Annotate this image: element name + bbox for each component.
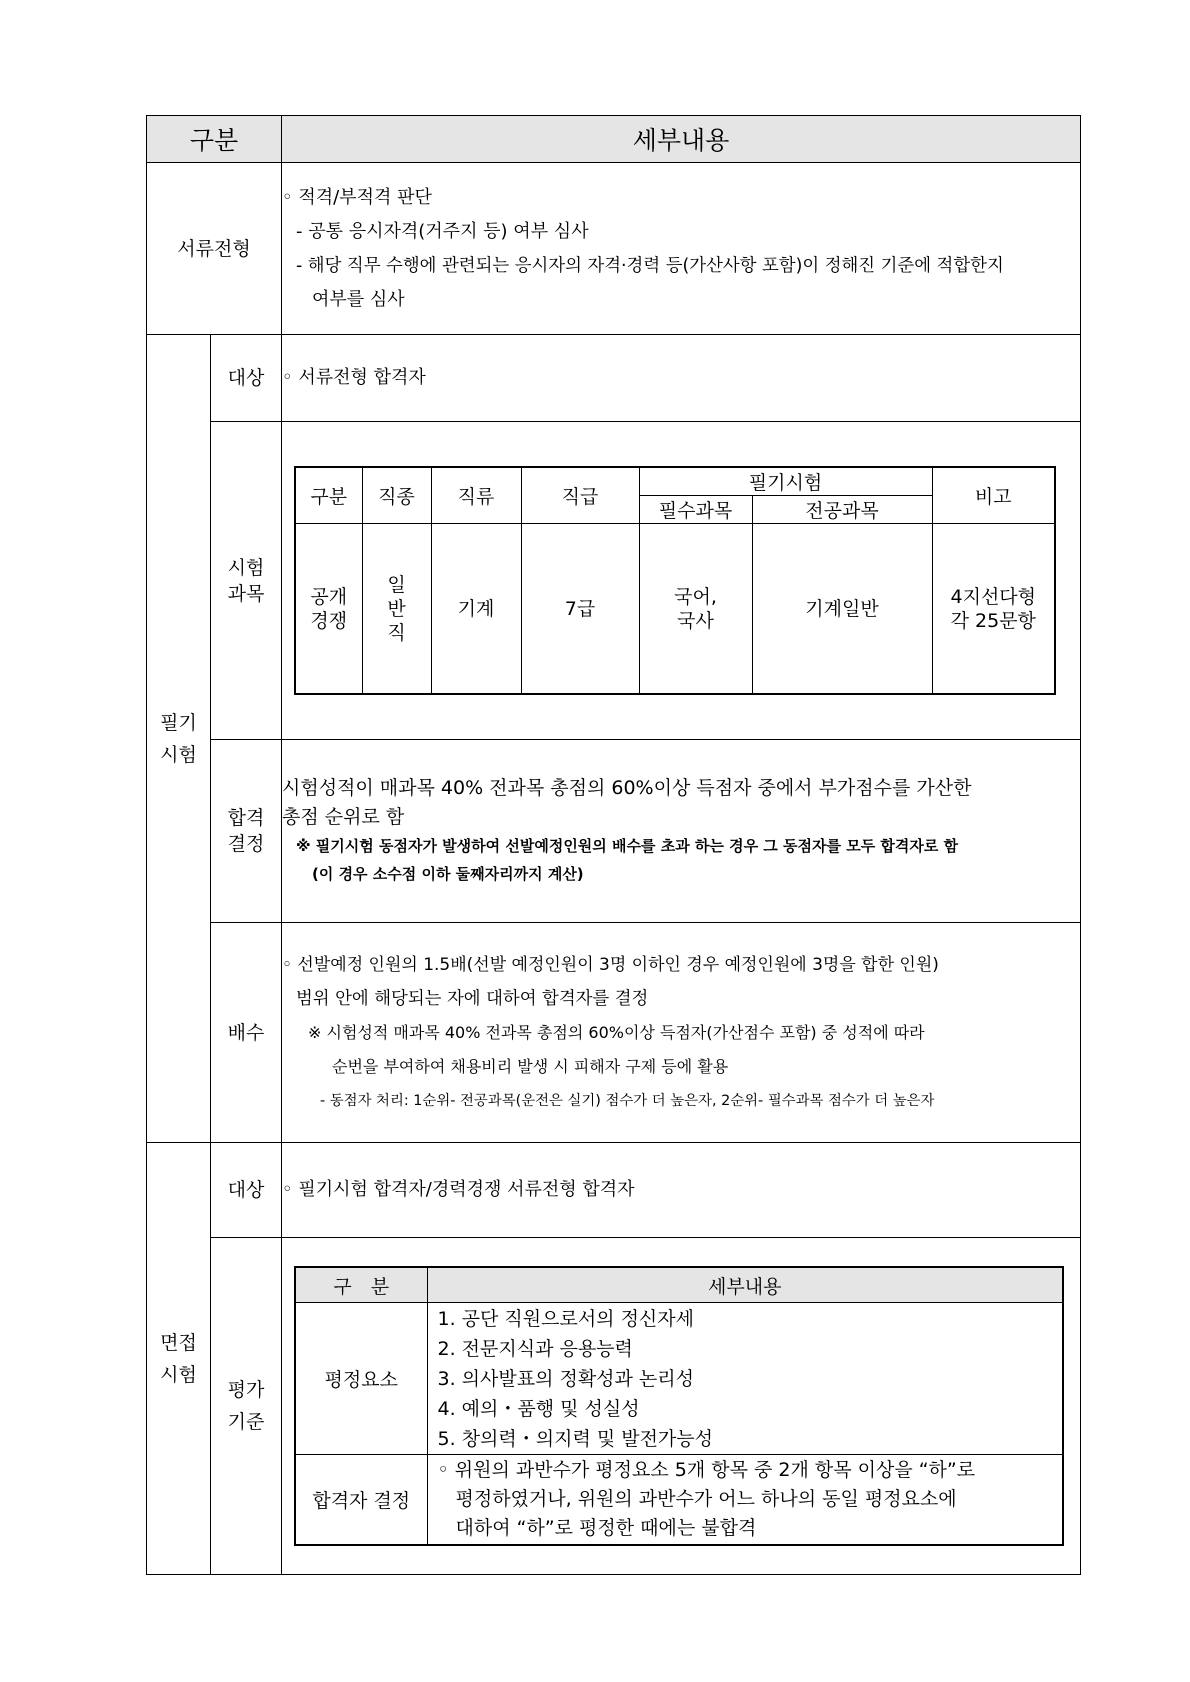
subjects-header-job-type: 직종	[362, 467, 431, 524]
criteria-label	[211, 1238, 282, 1575]
subjects-cell	[282, 422, 1081, 740]
job-type-char: 일	[387, 573, 406, 596]
decision-label-1: 합격	[227, 807, 265, 829]
interview-target-line: ◦ 필기시험 합격자/경력경쟁 서류전형 합격자	[282, 1179, 635, 1200]
written-exam-label	[147, 335, 211, 1143]
pass-decision-label: 합격자 결정	[295, 1455, 427, 1545]
subjects-header-category: 구분	[295, 467, 362, 524]
criteria-label-2: 기준	[227, 1411, 265, 1433]
interview-label	[147, 1143, 211, 1575]
subjects-label	[211, 422, 282, 740]
criteria-header-category: 구 분	[295, 1267, 427, 1303]
criteria-label-1: 평가	[227, 1379, 265, 1401]
subjects-header-major: 전공과목	[752, 496, 932, 524]
decision-line: 총점 순위로 함	[282, 806, 405, 828]
recruitment-procedure-document	[146, 115, 1080, 1575]
subjects-header-required: 필수과목	[639, 496, 752, 524]
elements-list	[427, 1303, 1063, 1455]
interview-label-2: 시험	[160, 1363, 197, 1386]
subjects-row-major: 기계일반	[752, 524, 932, 694]
pass-line: 대하여 “하”로 평정한 때에는 불합격	[455, 1517, 757, 1539]
document-screening-content	[282, 163, 1081, 335]
header-category: 구분	[147, 116, 282, 163]
decision-line: 시험성적이 매과목 40% 전과목 총점의 60%이상 득점자 중에서 부가점수를 가산한	[282, 777, 972, 799]
header-detail: 세부내용	[282, 116, 1081, 163]
subjects-row-grade: 7급	[521, 524, 639, 694]
element-item: 2. 전문지식과 응용능력	[437, 1337, 633, 1360]
category-line: 경쟁	[310, 609, 348, 632]
screening-line: ◦ 적격/부적격 판단	[282, 186, 432, 208]
note-line: 4지선다형	[950, 585, 1037, 608]
required-line: 국사	[677, 609, 714, 632]
decision-note: (이 경우 소수점 이하 둘째자리까지 계산)	[312, 865, 584, 883]
interview-target-text	[282, 1143, 1081, 1238]
written-target-text	[282, 335, 1081, 422]
criteria-table	[294, 1266, 1064, 1546]
subjects-row-job-type	[362, 524, 431, 694]
subjects-row-required	[639, 524, 752, 694]
written-target-line: ◦ 서류전형 합격자	[282, 367, 426, 388]
subjects-row-note	[932, 524, 1055, 694]
decision-content	[282, 740, 1081, 923]
subjects-label-2: 과목	[227, 582, 265, 605]
subjects-row-category	[295, 524, 362, 694]
document-screening-label: 서류전형	[147, 163, 282, 335]
subjects-header-written: 필기시험	[639, 467, 932, 496]
multiple-note: - 동점자 처리: 1순위- 전공과목(운전은 실기) 점수가 더 높은자, 2순위- 필수과목 점수가 더 높은자	[320, 1092, 935, 1109]
multiple-line: 범위 안에 해당되는 자에 대하여 합격자를 결정	[296, 988, 649, 1009]
written-target-label: 대상	[211, 335, 282, 422]
written-exam-label-2: 시험	[160, 743, 197, 766]
element-item: 4. 예의・품행 및 성실성	[437, 1397, 640, 1420]
subjects-table	[294, 466, 1056, 695]
decision-label	[211, 740, 282, 923]
decision-label-2: 결정	[227, 833, 265, 855]
note-line: 각 25문항	[950, 609, 1036, 632]
procedure-table	[146, 115, 1081, 1575]
category-line: 공개	[310, 585, 348, 608]
subjects-header-job-series: 직류	[431, 467, 521, 524]
subjects-header-grade: 직급	[521, 467, 639, 524]
criteria-cell	[282, 1238, 1081, 1575]
interview-label-1: 면접	[160, 1331, 197, 1354]
element-item: 5. 창의력・의지력 및 발전가능성	[437, 1427, 713, 1450]
element-item: 1. 공단 직원으로서의 정신자세	[437, 1307, 694, 1330]
elements-label: 평정요소	[295, 1303, 427, 1455]
written-exam-label-1: 필기	[160, 711, 197, 734]
subjects-row-job-series: 기계	[431, 524, 521, 694]
pass-line: ◦ 위원의 과반수가 평정요소 5개 항목 중 2개 항목 이상을 “하”로	[437, 1459, 976, 1481]
multiple-note: 순번을 부여하여 채용비리 발생 시 피해자 구제 등에 활용	[332, 1056, 729, 1076]
screening-line: - 공통 응시자격(거주지 등) 여부 심사	[296, 220, 589, 242]
interview-target-label: 대상	[211, 1143, 282, 1238]
multiple-line: ◦ 선발예정 인원의 1.5배(선발 예정인원이 3명 이하인 경우 예정인원에 3명을 합한 인원)	[282, 954, 939, 975]
criteria-header-detail: 세부내용	[427, 1267, 1063, 1303]
job-type-char: 직	[387, 621, 406, 644]
multiple-label: 배수	[211, 923, 282, 1143]
subjects-label-1: 시험	[227, 556, 265, 579]
pass-decision-text	[427, 1455, 1063, 1545]
subjects-header-note: 비고	[932, 467, 1055, 524]
job-type-char: 반	[387, 597, 406, 620]
screening-line: - 해당 직무 수행에 관련되는 응시자의 자격·경력 등(가산사항 포함)이 정해진 기준에 적합한지	[296, 255, 1004, 276]
decision-note: ※ 필기시험 동점자가 발생하여 선발예정인원의 배수를 초과 하는 경우 그 동점자를 모두 합격자로 함	[296, 837, 959, 855]
pass-line: 평정하였거나, 위원의 과반수가 어느 하나의 동일 평정요소에	[455, 1488, 957, 1510]
element-item: 3. 의사발표의 정확성과 논리성	[437, 1367, 694, 1390]
multiple-note: ※ 시험성적 매과목 40% 전과목 총점의 60%이상 득점자(가산점수 포함) 중 성적에 따라	[308, 1022, 925, 1042]
multiple-content	[282, 923, 1081, 1143]
screening-line: 여부를 심사	[312, 288, 405, 310]
required-line: 국어,	[674, 585, 717, 608]
